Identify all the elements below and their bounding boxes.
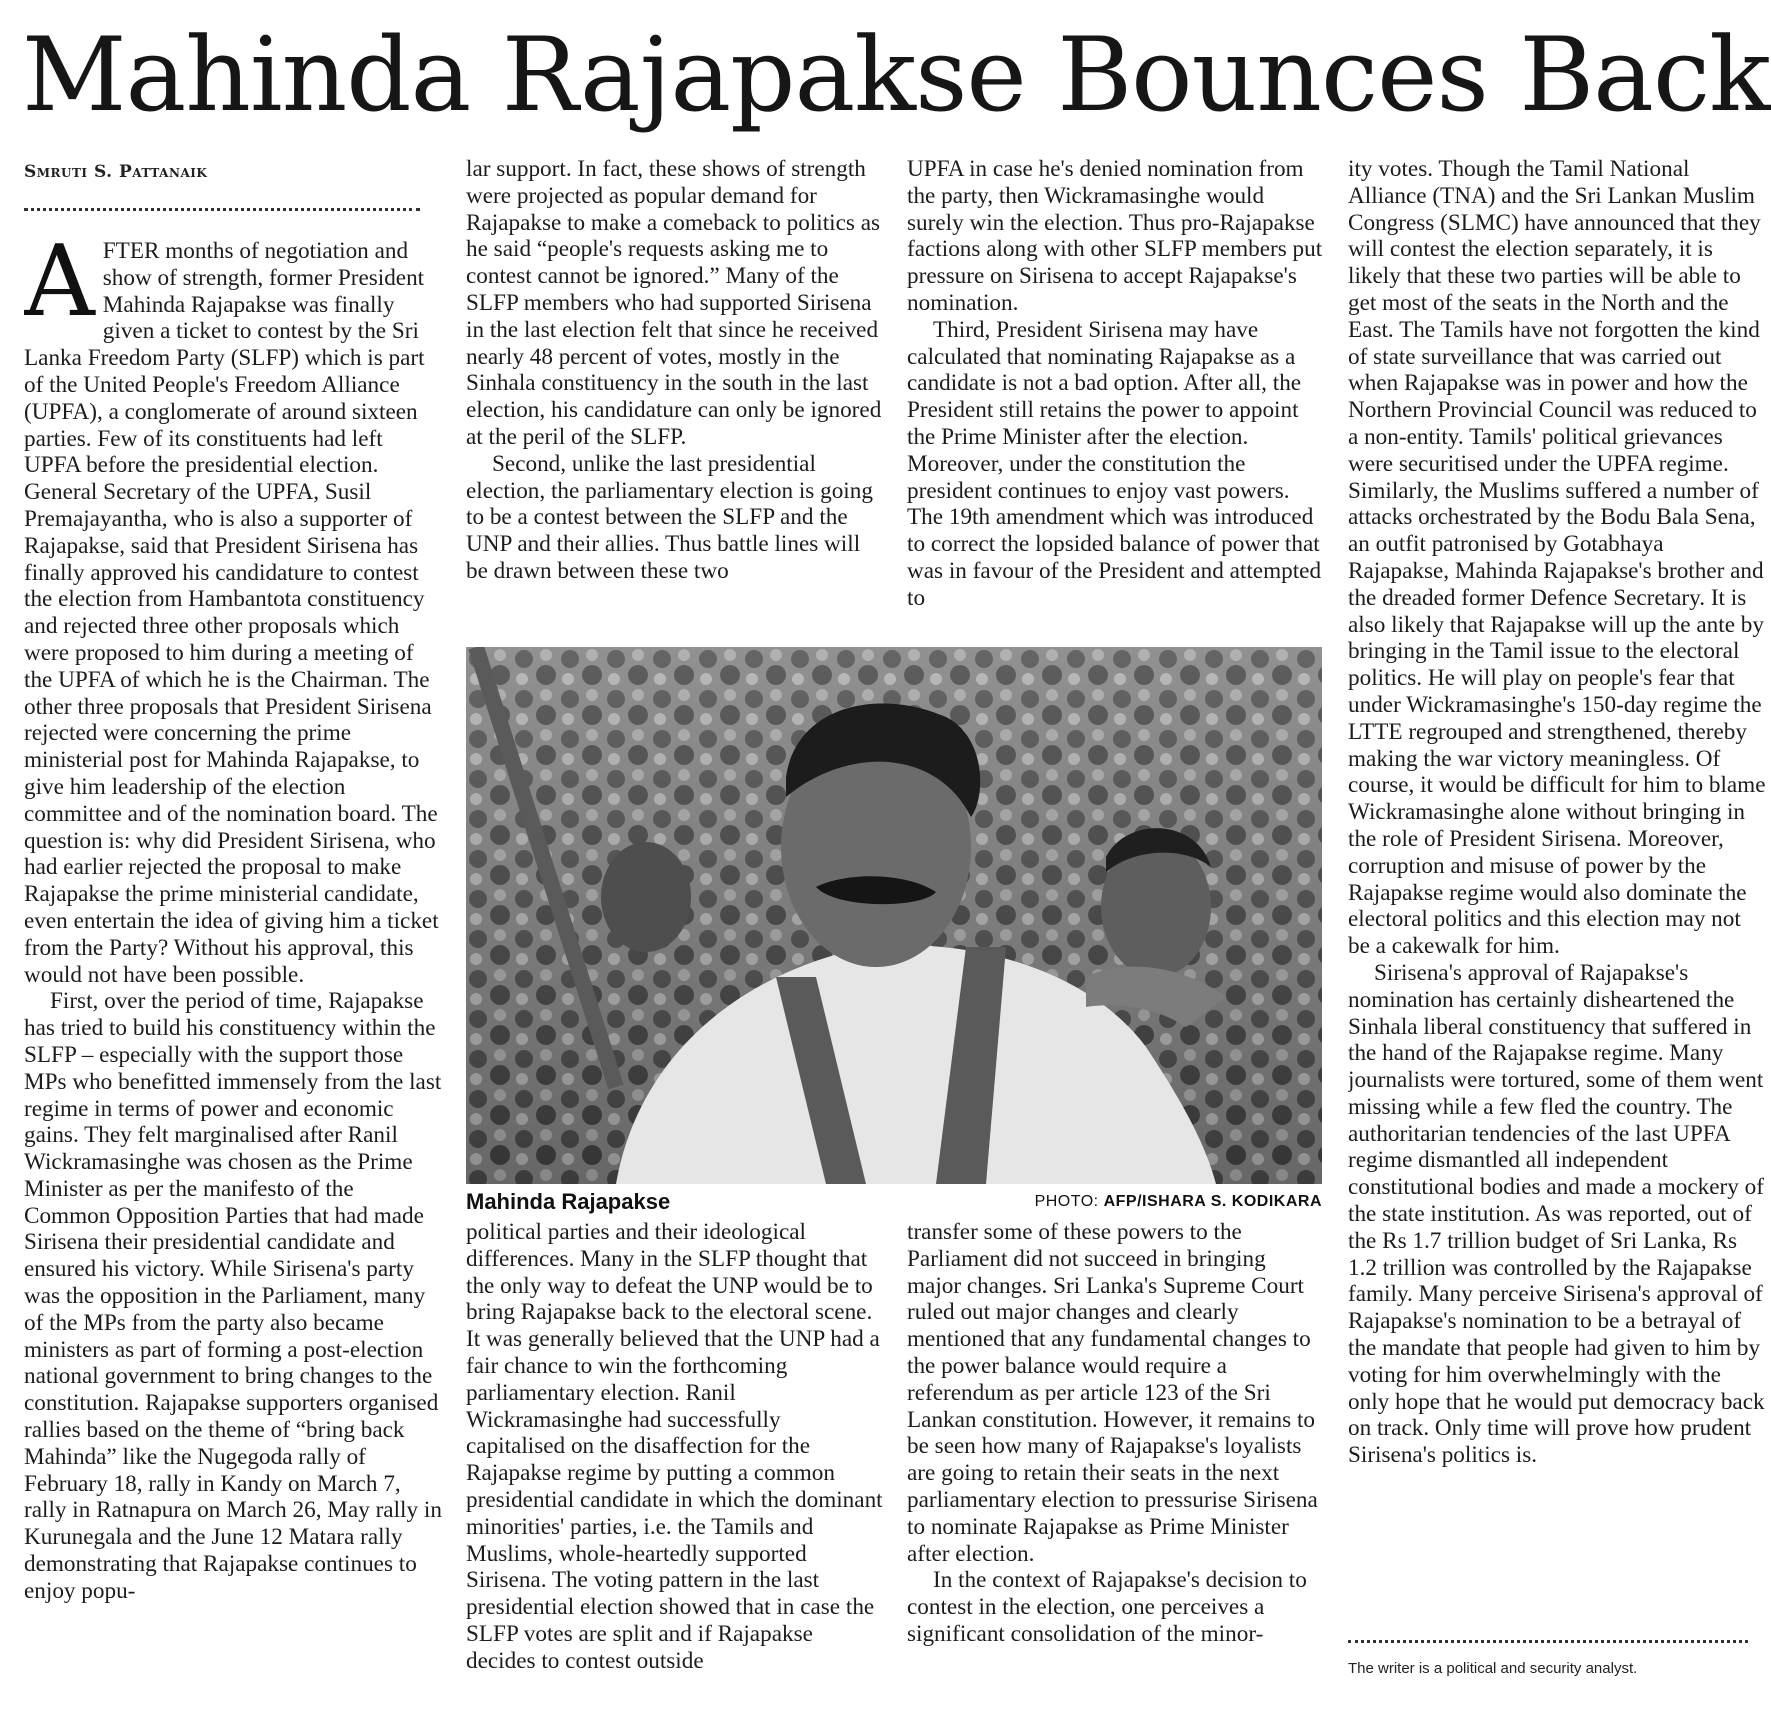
column-3-bottom bbox=[907, 1219, 1325, 1699]
byline: Smruti S. Pattanaik bbox=[24, 162, 208, 182]
drop-cap: A bbox=[24, 238, 95, 339]
paragraph: In the context of Rajapakse's decision to contest in the election, one perceives a significant consolidation of the minor- bbox=[907, 1567, 1307, 1647]
paragraph: transfer some of these powers to the Parliament did not succeed in bringing major changes. Sri Lanka's Supreme Court ruled out major changes and clearly mentioned that any fundamental changes to the power balance would require a referendum as per article 123 of the Sri Lankan constitution. However, it remains to be seen how many of Rajapakse's loyalists are going to retain their seats in the next parliamentary election to pressurise Sirisena to nominate Rajapakse as Prime Minister after election. bbox=[907, 1219, 1318, 1567]
byline-divider bbox=[24, 208, 420, 211]
paragraph-intro: AFTER months of negotiation and show of strength, former President Mahinda Rajapakse was finally given a ticket to contest by the Sri Lanka Freedom Party (SLFP) which is part of the United People's Freedom Alliance (UPFA), a conglomerate of around sixteen parties. Few of its constituents had left UPFA before the presidential election. General Secretary of the UPFA, Susil Premajayantha, who is also a supporter of Rajapakse, said that President Sirisena has finally approved his candidature to contest the election from Hambantota constituency and rejected three other proposals which were proposed to him during a meeting of the UPFA of which he is the Chairman. The other three proposals that President Sirisena rejected were concerning the prime ministerial post for Mahinda Rajapakse, to give him leadership of the election committee and of the nomination board. The question is: why did President Sirisena, who had earlier rejected the proposal to make Rajapakse the prime ministerial candidate, even entertain the idea of giving him a ticket from the Party? Without his approval, this would not have been possible. bbox=[24, 238, 439, 988]
paragraph: lar support. In fact, these shows of strength were projected as popular demand for Rajapakse to make a comeback to politics as he said “people's requests asking me to contest cannot be ignored.” Many of the SLFP members who had supported Sirisena in the last election felt that since he received nearly 48 percent of votes, mostly in the Sinhala constituency in the south in the last election, his candidature can only be ignored at the peril of the SLFP. bbox=[466, 156, 882, 450]
column-2-bottom bbox=[466, 1219, 884, 1699]
footnote-divider bbox=[1348, 1640, 1748, 1643]
paragraph: Second, unlike the last presidential election, the parliamentary election is going to be a contest between the SLFP and the UNP and their allies. Thus battle lines will be drawn between these two bbox=[466, 450, 873, 584]
article-photo bbox=[466, 647, 1322, 1184]
photo-credit: PHOTO: AFP/ISHARA S. KODIKARA bbox=[1034, 1193, 1322, 1210]
paragraph: ity votes. Though the Tamil National Alliance (TNA) and the Sri Lankan Muslim Congress (SLMC) have announced that they will contest the election separately, it is likely that these two parties will be able to get most of the seats in the North and the East. The Tamils have not forgotten the kind of state surveillance that was carried out when Rajapakse was in power and how the Northern Provincial Council was reduced to a non-entity. Tamils' political grievances were securitised under the UPFA regime. Similarly, the Muslims suffered a number of attacks orchestrated by the Bodu Bala Sena, an outfit patronised by Gotabhaya Rajapakse, Mahinda Rajapakse's brother and the dreaded former Defence Secretary. It is also likely that Rajapakse will up the ante by bringing in the Tamil issue to the electoral politics. He will play on people's fear that under Wickramasinghe's 150-day regime the LTTE regrouped and strengthened, thereby making the war victory meaningless. Of course, it would be difficult for him to blame Wickramasinghe alone without bringing in the role of President Sirisena. Moreover, corruption and misuse of power by the Rajapakse regime would also dominate the electoral politics and this election may not be a cakewalk for him. bbox=[1348, 156, 1766, 960]
column-1 bbox=[24, 238, 442, 1698]
paragraph: First, over the period of time, Rajapakse has tried to build his constituency within the SLFP – especially with the support those MPs who benefitted immensely from the last regime in terms of power and economic gains. They felt marginalised after Ranil Wickramasinghe was chosen as the Prime Minister as per the manifesto of the Common Opposition Parties that had made Sirisena their presidential candidate and ensured his victory. While Sirisena's party was the opposition in the Parliament, many of the MPs from the party also became ministers as part of forming a post-election national government to bring changes to the constitution. Rajapakse supporters organised rallies based on the theme of “bring back Mahinda” like the Nugegoda rally of February 18, rally in Kandy on March 7, rally in Ratnapura on March 26, May rally in Kurunegala and the June 12 Matara rally demonstrating that Rajapakse continues to enjoy popu- bbox=[24, 988, 442, 1604]
photo-caption bbox=[466, 1189, 1322, 1215]
paragraph: political parties and their ideological differences. Many in the SLFP thought that the only way to defeat the UNP would be to bring Rajapakse back to the electoral scene. It was generally believed that the UNP had a fair chance to win the forthcoming parliamentary election. Ranil Wickramasinghe had successfully capitalised on the disaffection for the Rajapakse regime by putting a common presidential candidate in which the dominant minorities' parties, i.e. the Tamils and Muslims, whole-heartedly supported Sirisena. The voting pattern in the last presidential election showed that in case the SLFP votes are split and if Rajapakse decides to contest outside bbox=[466, 1219, 883, 1674]
paragraph: Sirisena's approval of Rajapakse's nomination has certainly disheartened the Sinhala liberal constituency that suffered in the hand of the Rajapakse regime. Many journalists were tortured, some of them went missing while a few fled the country. The authoritarian tendencies of the last UPFA regime dismantled all independent constitutional bodies and made a mockery of the state institution. As was reported, out of the Rs 1.7 trillion budget of Sri Lanka, Rs 1.2 trillion was controlled by the Rajapakse family. Many perceive Sirisena's approval of Rajapakse's nomination to be a betrayal of the mandate that people had given to him by voting for him overwhelmingly with the only hope that he would put democracy back on track. Only time will prove how prudent Sirisena's politics is. bbox=[1348, 959, 1765, 1469]
column-4 bbox=[1348, 156, 1766, 1620]
photo-illustration bbox=[466, 647, 1322, 1184]
headline: Mahinda Rajapakse Bounces Back bbox=[22, 16, 1770, 135]
paragraph: UPFA in case he's denied nomination from the party, then Wickramasinghe would surely win the election. Thus pro-Rajapakse factions along with other SLFP members put pressure on Sirisena to accept Rajapakse's nomination. bbox=[907, 156, 1323, 316]
column-2-top bbox=[466, 156, 884, 606]
caption-name: Mahinda Rajapakse bbox=[466, 1189, 671, 1214]
paragraph: Third, President Sirisena may have calculated that nominating Rajapakse as a candidate is not a bad option. After all, the President still retains the power to appoint the Prime Minister after the election. Moreover, under the constitution the president continues to enjoy vast powers. The 19th amendment which was introduced to correct the lopsided balance of power that was in favour of the President and attempted to bbox=[907, 316, 1322, 611]
column-3-top bbox=[907, 156, 1325, 630]
author-note: The writer is a political and security analyst. bbox=[1348, 1660, 1638, 1677]
